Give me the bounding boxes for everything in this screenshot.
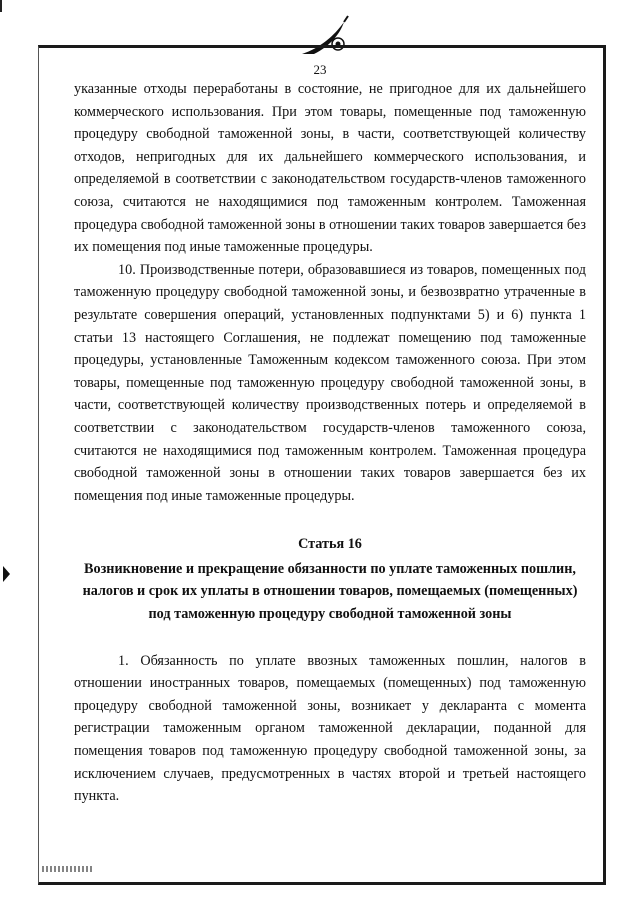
page-number: 23 — [313, 62, 327, 77]
binding-mark — [3, 566, 10, 582]
scan-corner-mark — [0, 0, 2, 12]
document-body — [74, 78, 586, 808]
paragraph-continuation: указанные отходы переработаны в состояние, не пригодное для их дальнейшего коммерческого использования. При этом товары, помещенные под таможенную процедуру свободной таможенной зоны, в части, соответствующей количеству отходов, непригодных для их дальнейшего коммерческого использования, и определяемой в соответствии с законодательством государств-членов таможенного союза, считаются не находящимися под таможенным контролем. Таможенная процедура свободной таможенной зоны в отношении таких товаров завершается без их помещения под иные таможенные процедуры. — [74, 81, 586, 256]
article-heading: Возникновение и прекращение обязанности по уплате таможенных пошлин, налогов и срок их уплаты в отношении товаров, помещаемых (помещенных) под таможенную процедуру свободной таможенной зоны — [82, 560, 578, 623]
article-title: Статья 16 — [298, 536, 362, 553]
article-paragraph-1: 1. Обязанность по уплате ввозных таможенных пошлин, налогов в отношении иностранных товаров, помещаемых (помещенных) под таможенную процедуру свободной таможенной зоны, возникает у декларанта с момента регистрации таможенным органом таможенной декларации, поданной для помещения товаров под таможенную процедуру свободной таможенной зоны, за исключением случаев, предусмотренных в частях второй и третьей настоящего пункта. — [74, 652, 586, 805]
scan-stamp — [42, 866, 92, 872]
paragraph-10: 10. Производственные потери, образовавшиеся из товаров, помещенных под таможенную процедуру свободной таможенной зоны, и безвозвратно утраченные в результате совершения операций, установленных подпунктами 5) и 6) пункта 1 статьи 13 настоящего Соглашения, не подлежат помещению под таможенные процедуры, установленные Таможенным кодексом таможенного союза. При этом товары, помещенные под таможенную процедуру свободной таможенной зоны, в части, соответствующей количеству производственных потерь и определяемой в соответствии с законодательством государств-членов таможенного союза, считаются не находящимися под таможенным контролем. Таможенная процедура свободной таможенной зоны в отношении таких товаров завершается без их помещения под иные таможенные процедуры. — [74, 261, 586, 504]
